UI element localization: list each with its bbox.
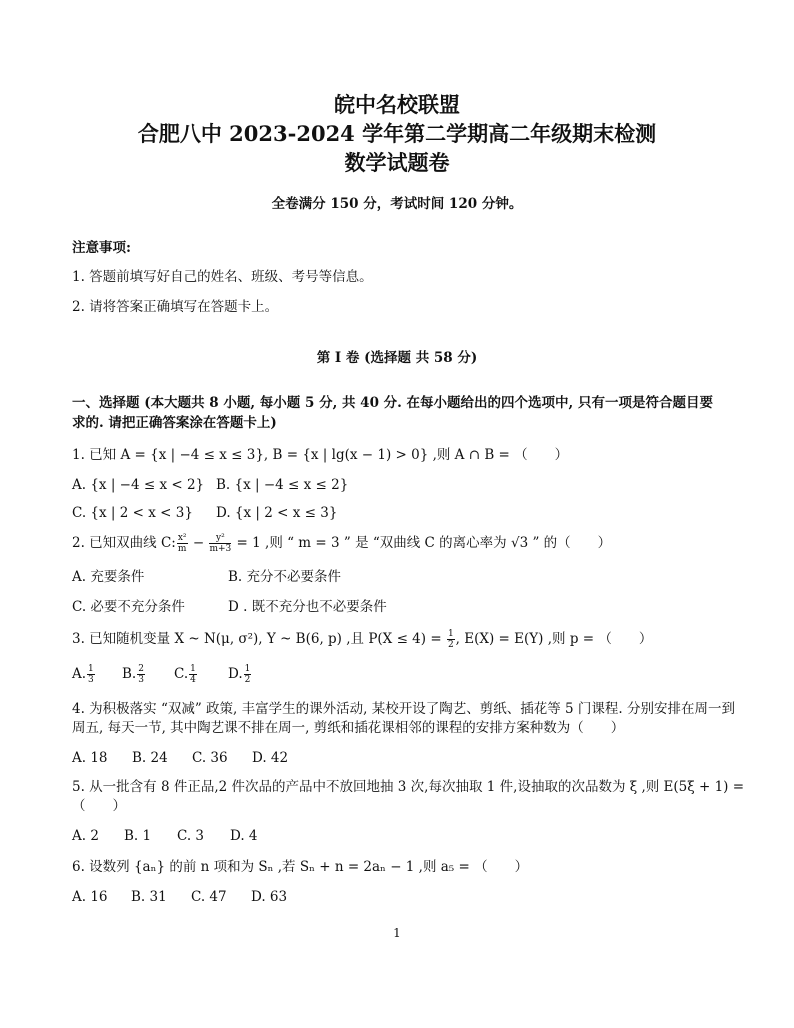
q4-stem-line1: 4. 为积极落实 “双减” 政策, 丰富学生的课外活动, 某校开设了陶艺、剪纸、插花等 5 门课程. 分别安排在周一到 [72,701,735,717]
q1-stem: 1. 已知 A = {x | −4 ≤ x ≤ 3}, B = {x | lg(x − 1) > 0} ,则 A ∩ B = （ ） [72,447,569,463]
section1-heading: 一、选择题 (本大题共 8 小题, 每小题 5 分, 共 40 分. 在每小题给出的四个选项中, 只有一项是符合题目要求的. 请把正确答案涂在答题卡上) [72,395,713,431]
q6-option-c: C. 47 [191,889,227,905]
q3-option-a: A. $\frac{1}{3}$ [72,664,94,685]
q6-option-b: B. 31 [131,889,167,905]
header-school-alliance: 皖中名校联盟 [334,92,460,117]
q5-stem-line2: （ ） [72,798,126,814]
notes-heading: 注意事项: [72,240,131,256]
q5-option-a: A. 2 [72,828,99,844]
q1-option-b: B. {x | −4 ≤ x ≤ 2} [216,477,349,493]
q1-option-c: C. {x | 2 < x < 3} [72,505,193,521]
q5-stem-line1: 5. 从一批含有 8 件正品,2 件次品的产品中不放回地抽 3 次,每次抽取 1 件,设抽取的次品数为 ξ ,则 E(5ξ + 1) = [72,779,745,795]
notes-item-1: 1. 答题前填写好自己的姓名、班级、考号等信息。 [72,269,373,285]
header-paper-title: 数学试题卷 [344,150,450,175]
header-subtitle: 全卷满分 150 分，考试时间 120 分钟。 [271,196,523,212]
q2-fraction-y: $\frac{\text{y²}}{m+3}$ [209,533,232,554]
q2-prefix: 2. 已知双曲线 C: [72,535,176,551]
notes-item-2: 2. 请将答案正确填写在答题卡上。 [72,299,279,315]
q3-option-b: B. $\frac{2}{3}$ [122,664,144,685]
part1-title: 第 I 卷 (选择题 共 58 分) [316,350,478,366]
q6-option-d: D. 63 [251,889,288,905]
q3-stem: 3. 已知随机变量 X ~ N(μ, σ²), Y ~ B(6, p) ,且 P(X ≤ 4) = $\frac{1}{2}$ , E(X) = E(Y) ,则 p = （ ） [72,629,653,650]
page-number: 1 [393,926,401,940]
q4-option-b: B. 24 [132,750,168,766]
q1-option-d: D. {x | 2 < x ≤ 3} [216,505,338,521]
q2-fraction-x: $\frac{\text{x²}}{m}$ [177,533,187,554]
q2-suffix: = 1 ,则 “ m = 3 ” 是 “双曲线 C 的离心率为 √3 ” 的（ ） [232,535,612,551]
q4-option-d: D. 42 [252,750,289,766]
q5-option-d: D. 4 [230,828,258,844]
q3-option-c: C. $\frac{1}{4}$ [174,664,196,685]
q6-stem: 6. 设数列 {aₙ} 的前 n 项和为 Sₙ ,若 Sₙ + n = 2aₙ − 1 ,则 a₅ = （ ） [72,859,529,875]
q2-option-b: B. 充分不必要条件 [228,569,342,585]
q2-option-c: C. 必要不充分条件 [72,599,185,615]
q3-fraction-half: $\frac{1}{2}$ [447,629,454,650]
q4-stem-line2: 周五, 每天一节, 其中陶艺课不排在周一, 剪纸和插花课相邻的课程的安排方案种数为（ ） [72,720,625,736]
q6-option-a: A. 16 [72,889,108,905]
q5-option-b: B. 1 [124,828,152,844]
q3-option-d: D. $\frac{1}{2}$ [228,664,251,685]
q2-stem: 2. 已知双曲线 C: $\frac{\text{x²}}{m}$ − $\frac{\text{y²}}{m+3}$ = 1 ,则 “ m = 3 ” 是 “双曲线 C 的离心率为 √3 ” 的（ ） [72,533,612,554]
q2-option-a: A. 充要条件 [72,569,145,585]
q2-option-d: D . 既不充分也不必要条件 [228,599,387,615]
q4-option-c: C. 36 [192,750,228,766]
header-exam-name: 合肥八中 2023-2024 学年第二学期高二年级期末检测 [137,121,657,146]
q5-option-c: C. 3 [177,828,205,844]
q4-option-a: A. 18 [72,750,108,766]
q1-option-a: A. {x | −4 ≤ x < 2} [72,477,205,493]
